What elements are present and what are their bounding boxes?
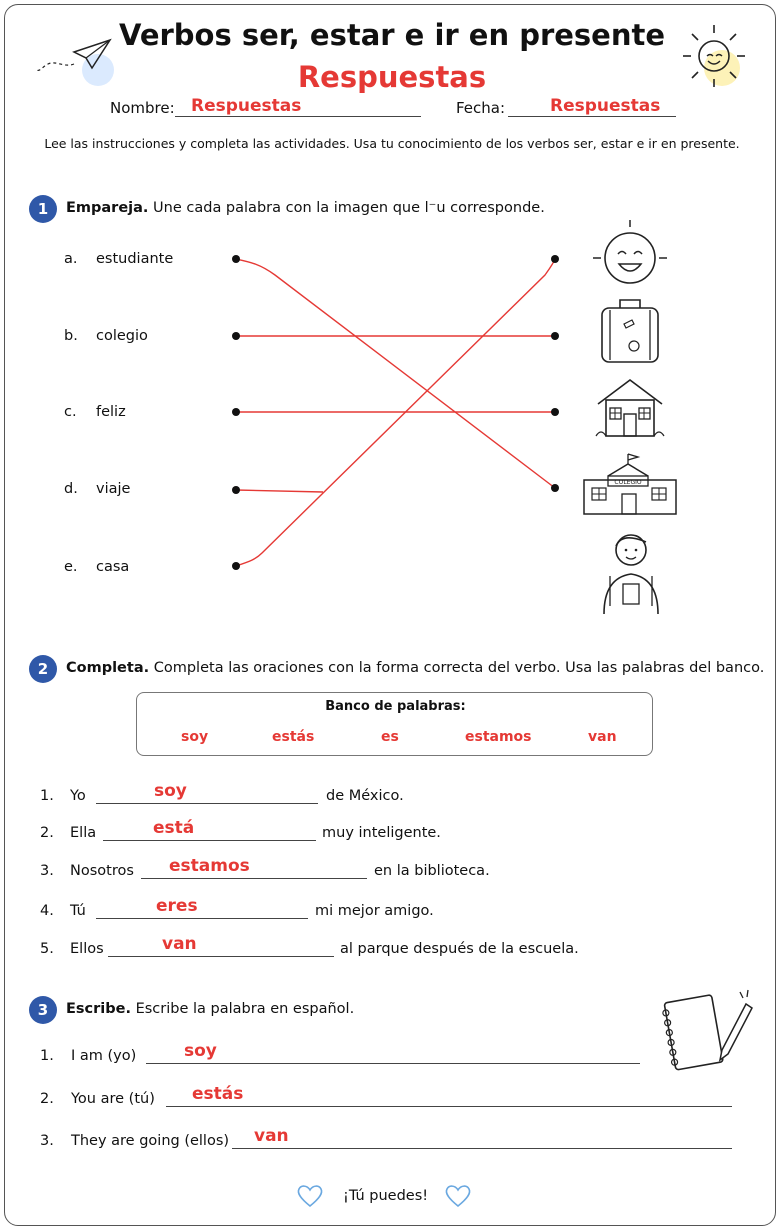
footer-text: ¡Tú puedes! bbox=[343, 1188, 429, 1204]
sentence-number: 3. bbox=[40, 863, 54, 879]
match-line-viaje bbox=[236, 490, 323, 492]
match-dot[interactable] bbox=[232, 486, 240, 494]
sentence-answer-field[interactable] bbox=[141, 856, 367, 879]
item-number: 3. bbox=[40, 1133, 54, 1149]
bank-word: es bbox=[381, 729, 399, 745]
pair-word-colegio: colegio bbox=[96, 328, 148, 344]
item-prompt: You are (tú) bbox=[71, 1091, 155, 1107]
match-dot[interactable] bbox=[232, 332, 240, 340]
instructions: Lee las instrucciones y completa las actividades. Usa tu conocimiento de los verbos ser, estar e ir en presente. bbox=[44, 136, 740, 151]
sentence-answer-field[interactable] bbox=[96, 781, 318, 804]
name-value: Respuestas bbox=[191, 96, 302, 116]
section-3-number: 3 bbox=[29, 996, 57, 1024]
section-1-number: 1 bbox=[29, 195, 57, 223]
sentence-answer: eres bbox=[156, 896, 198, 916]
sentence-number: 1. bbox=[40, 788, 54, 804]
sentence-number: 5. bbox=[40, 941, 54, 957]
section-2-number: 2 bbox=[29, 655, 57, 683]
bank-word: estás bbox=[272, 729, 315, 745]
notebook-pencil-icon bbox=[656, 984, 756, 1080]
section-3-heading: Escribe. Escribe la palabra en español. bbox=[66, 1001, 355, 1017]
match-dot[interactable] bbox=[232, 255, 240, 263]
sentence-answer: soy bbox=[154, 781, 187, 801]
sentence-answer-field[interactable] bbox=[103, 818, 316, 841]
item-number: 1. bbox=[40, 1048, 54, 1064]
item-answer: soy bbox=[184, 1041, 217, 1061]
sentence-answer: está bbox=[153, 818, 195, 838]
item-answer-field[interactable] bbox=[146, 1041, 640, 1064]
pair-letter: a. bbox=[64, 251, 78, 267]
sentence-end: al parque después de la escuela. bbox=[340, 941, 579, 957]
school-sign: COLEGIO bbox=[614, 479, 642, 486]
house-icon bbox=[594, 376, 666, 440]
heart-icon bbox=[444, 1183, 472, 1209]
sentence-start: Tú bbox=[70, 903, 86, 919]
pair-letter: e. bbox=[64, 559, 78, 575]
name-label: Nombre: bbox=[110, 99, 175, 117]
word-bank bbox=[136, 692, 653, 756]
worksheet-title: Verbos ser, estar e ir en presente bbox=[118, 18, 666, 52]
match-line-estudiante bbox=[236, 259, 555, 488]
pair-word-viaje: viaje bbox=[96, 481, 131, 497]
item-number: 2. bbox=[40, 1091, 54, 1107]
sentence-end: de México. bbox=[326, 788, 404, 804]
pair-word-feliz: feliz bbox=[96, 404, 126, 420]
match-dot[interactable] bbox=[551, 255, 559, 263]
worksheet-subtitle: Respuestas bbox=[297, 60, 487, 94]
sentence-number: 4. bbox=[40, 903, 54, 919]
bank-word: soy bbox=[181, 729, 209, 745]
date-label: Fecha: bbox=[456, 99, 506, 117]
match-dot[interactable] bbox=[551, 332, 559, 340]
item-answer: van bbox=[254, 1126, 289, 1146]
word-bank-title: Banco de palabras: bbox=[325, 699, 466, 714]
sentence-end: mi mejor amigo. bbox=[315, 903, 434, 919]
match-dot[interactable] bbox=[232, 562, 240, 570]
sentence-start: Yo bbox=[70, 788, 86, 804]
school-icon bbox=[580, 450, 680, 520]
match-dot[interactable] bbox=[551, 484, 559, 492]
sentence-answer: estamos bbox=[169, 856, 250, 876]
sentence-answer: van bbox=[162, 934, 197, 954]
pair-word-estudiante: estudiante bbox=[96, 251, 174, 267]
bank-word: van bbox=[588, 729, 617, 745]
sentence-number: 2. bbox=[40, 825, 54, 841]
match-dot[interactable] bbox=[232, 408, 240, 416]
item-answer-field[interactable] bbox=[166, 1084, 732, 1107]
section-2-heading: Completa. Completa las oraciones con la forma correcta del verbo. Usa las palabras del banco. bbox=[66, 660, 765, 676]
bank-word: estamos bbox=[465, 729, 532, 745]
heart-icon bbox=[296, 1183, 324, 1209]
item-prompt: I am (yo) bbox=[71, 1048, 137, 1064]
pair-letter: d. bbox=[64, 481, 78, 497]
item-prompt: They are going (ellos) bbox=[71, 1133, 230, 1149]
pair-word-casa: casa bbox=[96, 559, 130, 575]
match-dot[interactable] bbox=[551, 408, 559, 416]
section-1-heading: Empareja. Une cada palabra con la imagen que l⁻u corresponde. bbox=[66, 200, 545, 216]
item-answer-field[interactable] bbox=[232, 1126, 732, 1149]
pair-letter: b. bbox=[64, 328, 78, 344]
sentence-start: Ellos bbox=[70, 941, 104, 957]
pair-letter: c. bbox=[64, 404, 77, 420]
item-answer: estás bbox=[192, 1084, 244, 1104]
sun-icon bbox=[592, 220, 670, 290]
student-icon bbox=[596, 526, 666, 618]
sentence-start: Ella bbox=[70, 825, 97, 841]
sentence-end: en la biblioteca. bbox=[374, 863, 490, 879]
sentence-end: muy inteligente. bbox=[322, 825, 441, 841]
date-value: Respuestas bbox=[550, 96, 661, 116]
sentence-start: Nosotros bbox=[70, 863, 134, 879]
suitcase-icon bbox=[596, 296, 664, 366]
sentence-answer-field[interactable] bbox=[96, 896, 308, 919]
sentence-answer-field[interactable] bbox=[108, 934, 334, 957]
